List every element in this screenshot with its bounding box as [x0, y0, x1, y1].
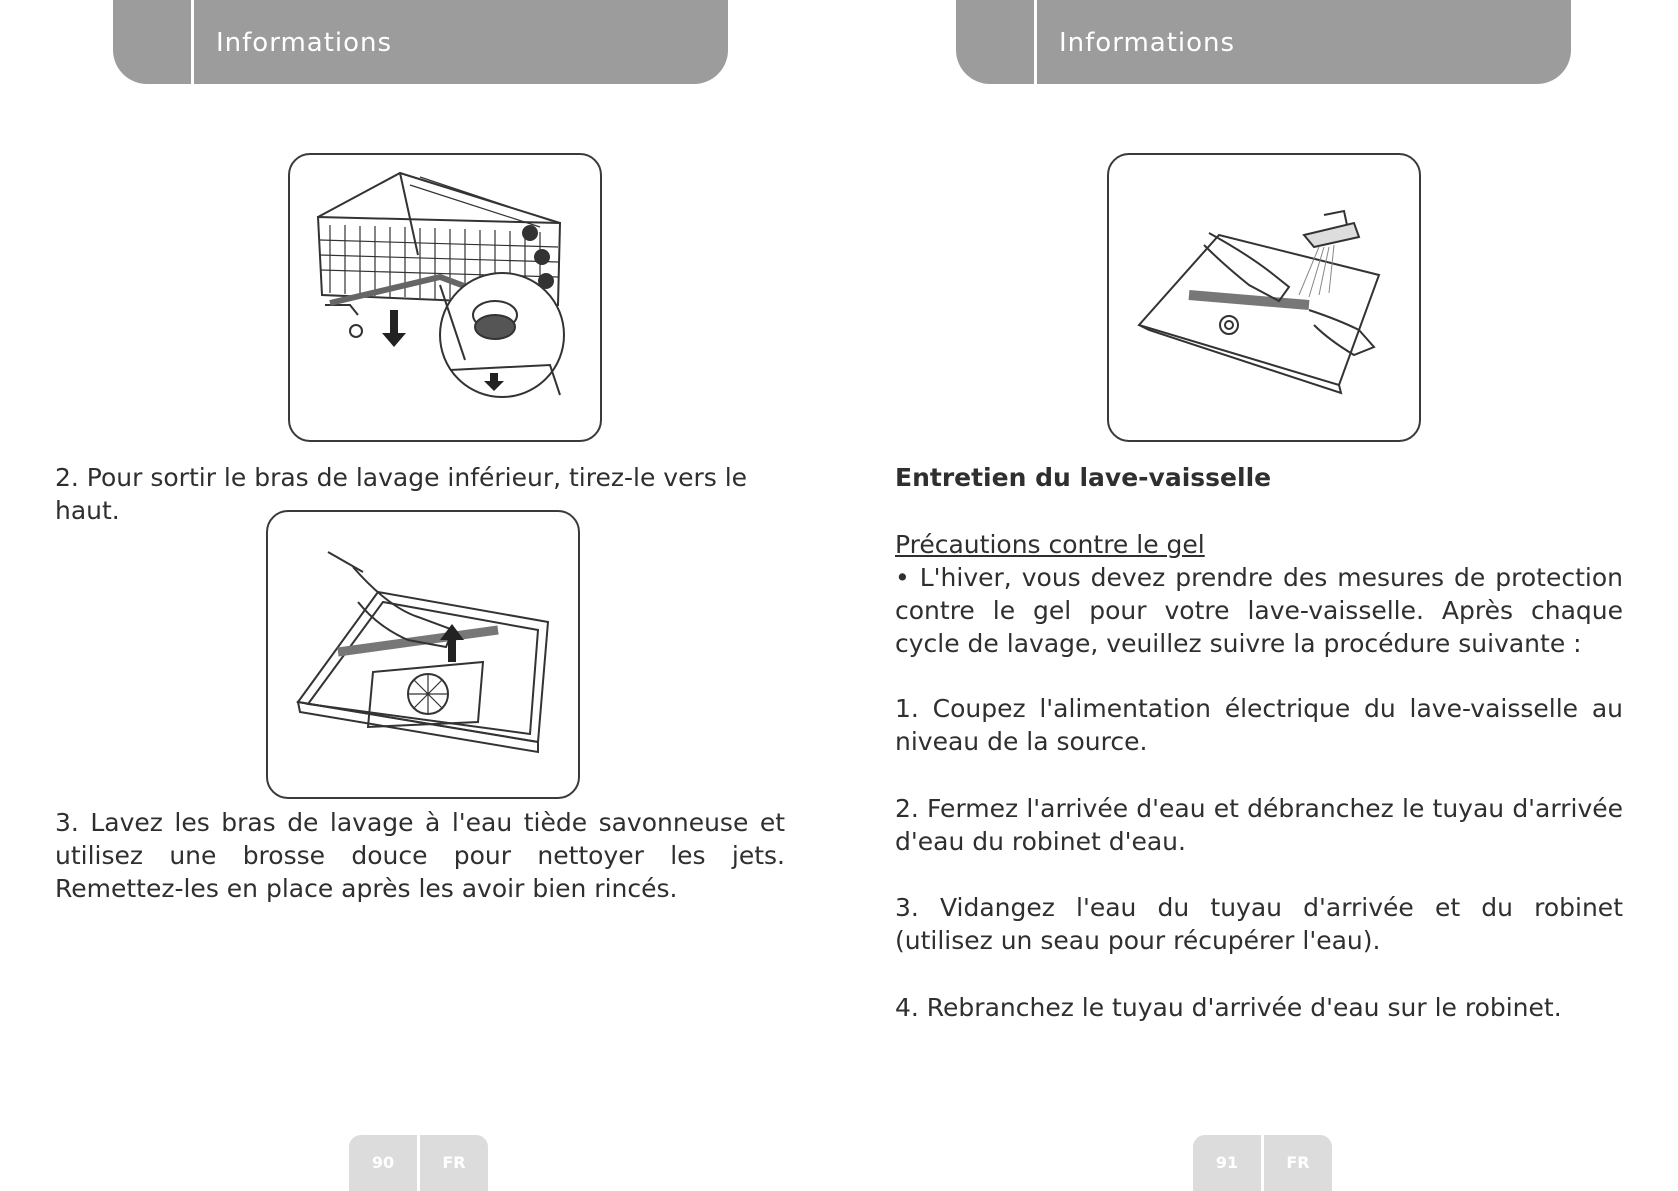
- frost-bullet: • L'hiver, vous devez prendre des mesures de protection contre le gel pour votre lave-vaisselle. Après chaque cycle de lavage, veuillez suivre la procédure suivante :: [895, 563, 1623, 658]
- lower-spray-arm-illustration: [266, 510, 580, 799]
- right-step-1: 1. Coupez l'alimentation électrique du lave-vaisselle au niveau de la source.: [895, 694, 1623, 756]
- right-header-tab: [956, 0, 1571, 84]
- header-divider: [1034, 0, 1037, 84]
- left-page-number: 90: [349, 1135, 417, 1191]
- section-title: Entretien du lave-vaisselle: [895, 463, 1272, 492]
- spray-arm-rinsing-illustration: [1107, 153, 1421, 442]
- dish-rack-removal-illustration: [288, 153, 602, 442]
- left-step-2: 2. Pour sortir le bras de lavage inférieur, tirez-le vers le haut.: [55, 463, 748, 525]
- left-header-tab: [113, 0, 728, 84]
- spray-arm-drawing: [268, 512, 578, 797]
- right-header-title: Informations: [1059, 28, 1236, 58]
- right-page: [839, 0, 1678, 1191]
- right-step-4: 4. Rebranchez le tuyau d'arrivée d'eau sur le robinet.: [895, 993, 1562, 1022]
- left-language-badge: FR: [420, 1135, 488, 1191]
- rinsing-drawing: [1109, 155, 1419, 440]
- left-step-3: 3. Lavez les bras de lavage à l'eau tiède savonneuse et utilisez une brosse douce pour nettoyer les jets. Remettez-les en place après les avoir bien rincés.: [55, 808, 785, 903]
- dish-rack-drawing: [290, 155, 600, 440]
- right-language-badge: FR: [1264, 1135, 1332, 1191]
- right-step-3: 3. Vidangez l'eau du tuyau d'arrivée et du robinet (utilisez un seau pour récupérer l'eau).: [895, 893, 1623, 955]
- right-page-number: 91: [1193, 1135, 1261, 1191]
- right-step-2: 2. Fermez l'arrivée d'eau et débranchez le tuyau d'arrivée d'eau du robinet d'eau.: [895, 794, 1623, 856]
- left-header-title: Informations: [216, 28, 393, 58]
- subsection-title: Précautions contre le gel: [895, 530, 1205, 559]
- header-divider: [191, 0, 194, 84]
